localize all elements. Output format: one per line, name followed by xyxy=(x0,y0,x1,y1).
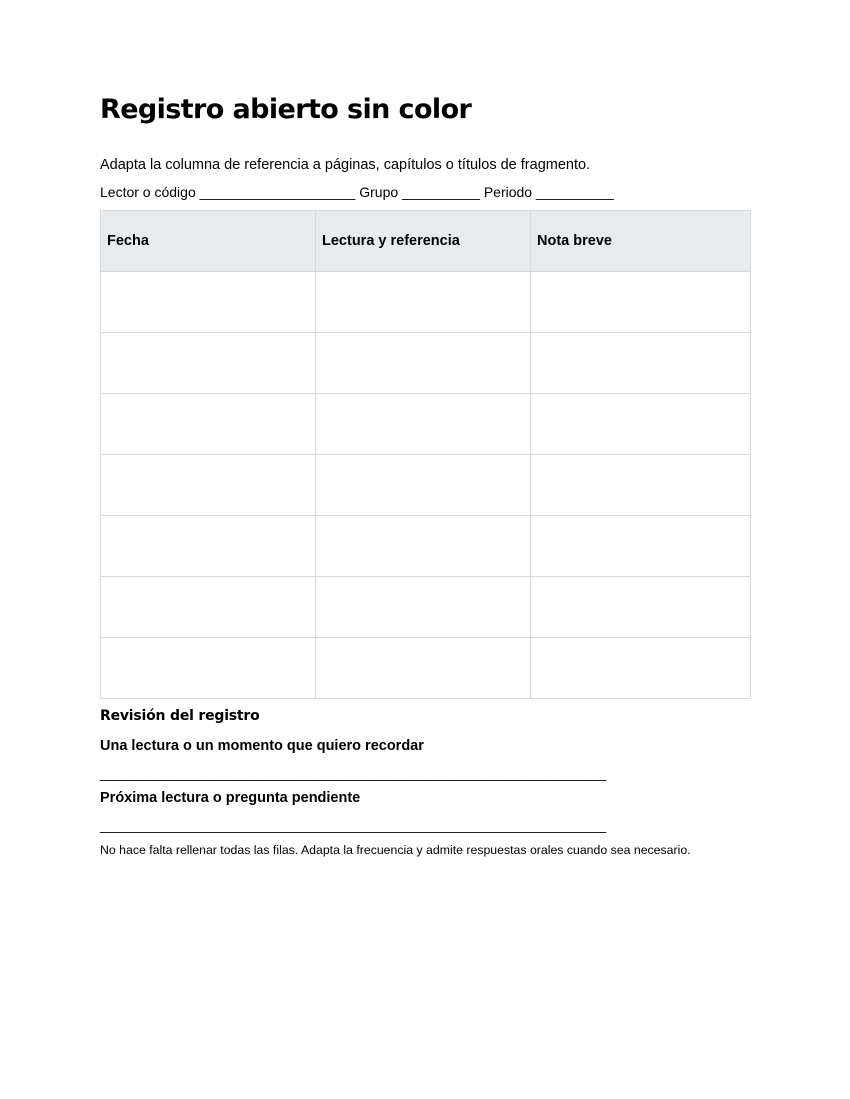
next-reading-answer-line: _________________________________________________________________ xyxy=(100,817,607,833)
column-header-note: Nota breve xyxy=(531,211,751,272)
note-cell xyxy=(531,577,751,638)
note-cell xyxy=(531,333,751,394)
group-label: Grupo xyxy=(359,184,399,200)
next-reading-prompt: Próxima lectura o pregunta pendiente xyxy=(100,790,361,806)
table-row xyxy=(101,577,751,638)
period-label: Periodo xyxy=(483,184,533,200)
table-row xyxy=(101,516,751,577)
header-fields xyxy=(100,184,614,200)
intro-text: Adapta la columna de referencia a páginas, capítulos o títulos de fragmento. xyxy=(100,157,591,173)
date-cell xyxy=(101,577,316,638)
date-cell xyxy=(101,333,316,394)
page-title: Registro abierto sin color xyxy=(100,94,472,125)
table-row xyxy=(101,333,751,394)
column-header-reading: Lectura y referencia xyxy=(316,211,531,272)
note-cell xyxy=(531,272,751,333)
review-heading: Revisión del registro xyxy=(100,708,260,724)
reading-cell xyxy=(316,394,531,455)
table-row xyxy=(101,638,751,699)
reading-cell xyxy=(316,333,531,394)
period-blank: __________ xyxy=(535,184,614,200)
date-cell xyxy=(101,455,316,516)
reader-code-label: Lector o código xyxy=(100,184,196,200)
reading-cell xyxy=(316,455,531,516)
date-cell xyxy=(101,516,316,577)
reading-cell xyxy=(316,638,531,699)
table-row xyxy=(101,394,751,455)
reading-log-table xyxy=(100,210,751,699)
note-cell xyxy=(531,516,751,577)
table-row xyxy=(101,272,751,333)
reader-code-blank: ____________________ xyxy=(199,184,356,200)
date-cell xyxy=(101,638,316,699)
reading-cell xyxy=(316,272,531,333)
footnote: No hace falta rellenar todas las filas. Adapta la frecuencia y admite respuestas orales cuando sea necesario. xyxy=(100,843,691,857)
memorable-reading-prompt: Una lectura o un momento que quiero recordar xyxy=(100,738,424,754)
note-cell xyxy=(531,394,751,455)
memorable-reading-answer-line: _________________________________________________________________ xyxy=(100,765,607,781)
column-header-date: Fecha xyxy=(101,211,316,272)
table-row xyxy=(101,455,751,516)
note-cell xyxy=(531,455,751,516)
date-cell xyxy=(101,394,316,455)
date-cell xyxy=(101,272,316,333)
note-cell xyxy=(531,638,751,699)
table-header-row xyxy=(101,211,751,272)
group-blank: __________ xyxy=(402,184,480,200)
reading-cell xyxy=(316,577,531,638)
reading-cell xyxy=(316,516,531,577)
